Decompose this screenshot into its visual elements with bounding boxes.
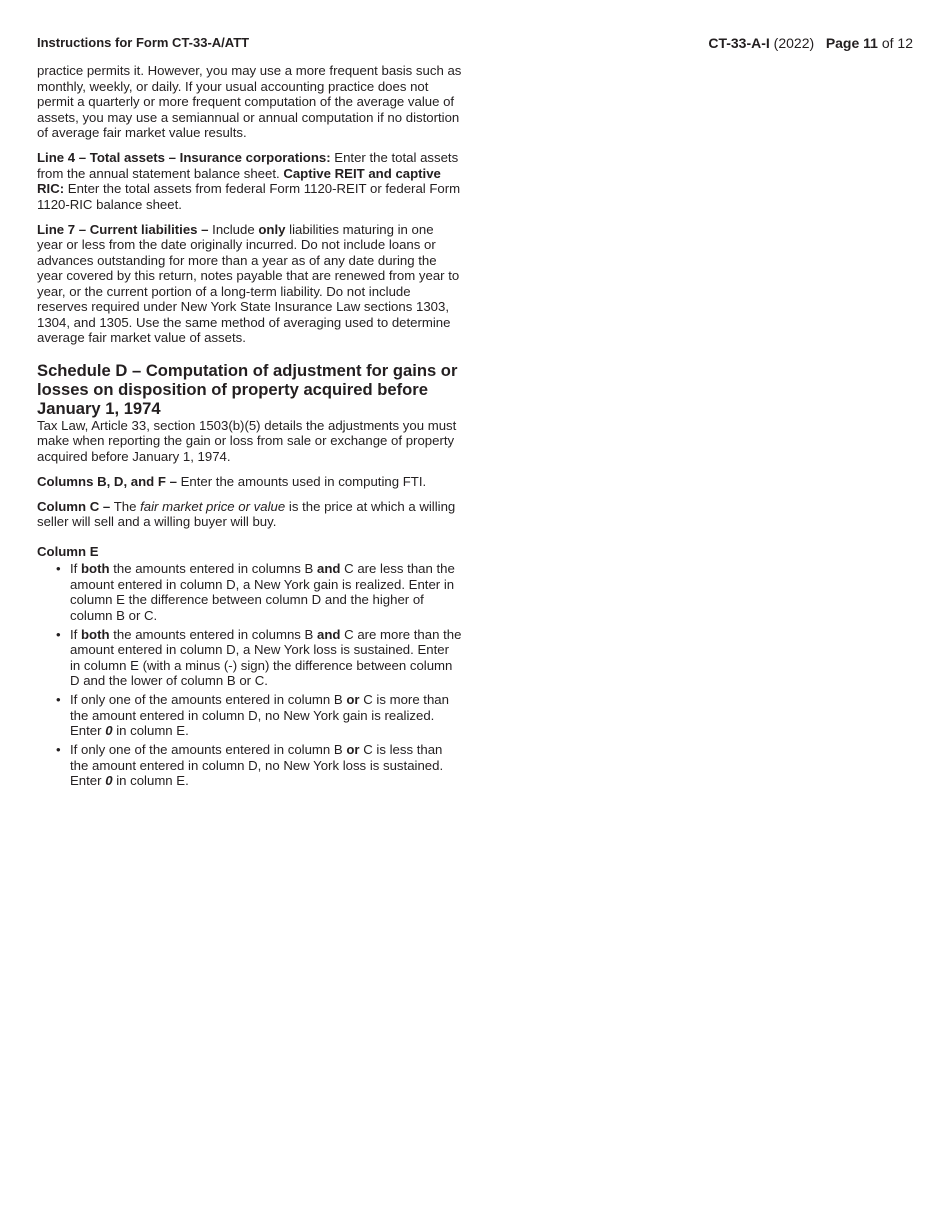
bullet-emphasis: and — [317, 626, 341, 642]
schedule-d-intro: Tax Law, Article 33, section 1503(b)(5) details the adjustments you must make when reporting the gain or loss from sale or exchange of property acquired before January 1, 1974. — [37, 417, 457, 464]
line-4-text: Enter the total assets from the annual statement balance sheet. — [37, 150, 459, 181]
bullet-emphasis: both — [81, 561, 110, 576]
schedule-d-heading: Schedule D – Computation of adjustment for gains or losses on disposition of property acquired before January 1, 1974 — [37, 360, 458, 418]
list-item — [37, 692, 462, 739]
bullet-emphasis: or — [346, 742, 360, 757]
bullet-icon: • — [56, 626, 61, 642]
column-c-text: is the price at which a willing seller will sell and a willing buyer will buy. — [37, 498, 456, 529]
line-7-paragraph — [37, 222, 462, 346]
column-e-heading: Column E — [37, 543, 99, 559]
bullet-text: in column E. — [112, 723, 189, 738]
bullet-text: C are less than the amount entered in column D, a New York gain is realized. Enter in column E the difference between column D and the higher of column B or C. — [70, 561, 455, 623]
bullet-emphasis: both — [81, 626, 110, 642]
line-7-heading: Line 7 – Current liabilities – — [37, 221, 209, 237]
line-4-heading: Line 4 – Total assets – Insurance corporations: — [37, 150, 331, 165]
bullet-icon: • — [56, 742, 61, 757]
columns-bdf-text: Enter the amounts used in computing FTI. — [176, 473, 427, 489]
captive-heading: Captive REIT and captive RIC: — [37, 165, 441, 196]
bullet-zero: 0 — [105, 773, 113, 788]
line-7-pre: Include — [208, 221, 259, 237]
bullet-text: C is more than the amount entered in column D, no New York gain is realized. Enter — [70, 692, 449, 738]
form-id: CT-33-A-I — [708, 35, 770, 51]
text-column — [37, 63, 462, 792]
line-4-paragraph — [37, 150, 462, 212]
column-c-paragraph — [37, 499, 462, 530]
form-year: (2022) — [773, 35, 815, 51]
list-item — [37, 742, 462, 789]
list-item — [37, 627, 462, 689]
bullet-text: If only one of the amounts entered in column B — [70, 692, 347, 707]
bullet-text: C is less than the amount entered in column D, no New York loss is sustained. Enter — [70, 742, 444, 788]
column-c-heading: Column C – — [37, 498, 111, 514]
bullet-text: the amounts entered in columns B — [109, 561, 318, 576]
columns-bdf-heading: Columns B, D, and F – — [37, 473, 177, 489]
page-total: of 12 — [881, 35, 913, 51]
bullet-zero: 0 — [105, 723, 113, 738]
column-c-pre: The — [110, 498, 141, 514]
bullet-icon: • — [56, 692, 61, 707]
bullet-emphasis: and — [317, 561, 341, 576]
bullet-text: C are more than the amount entered in column D, a New York loss is sustained. Enter in column E (with a minus (-) sign) the difference between column D and the lower of column B or C. — [70, 626, 462, 688]
bullet-text: If — [70, 561, 81, 576]
page-number: Page 11 — [825, 35, 878, 51]
bullet-text: If — [70, 626, 81, 642]
captive-text: Enter the total assets from federal Form 1120-REIT or federal Form 1120-RIC balance sheet. — [37, 181, 461, 212]
column-e-bullets — [37, 561, 462, 789]
column-c-emphasis: fair market price or value — [140, 498, 286, 514]
list-item — [37, 561, 462, 623]
document-title: Instructions for Form CT-33-A/ATT — [37, 35, 250, 50]
line-7-emphasis: only — [258, 221, 286, 237]
bullet-text: the amounts entered in columns B — [109, 626, 318, 642]
bullet-text: If only one of the amounts entered in column B — [70, 742, 347, 757]
line-7-text: liabilities maturing in one year or less from the date originally incurred. Do not include loans or advances outstanding for more than a year as of any date during the year covered by this return, notes payable that are renewed from year to year, or the current portion of a long-term liability. Do not include reserves required under New York State Insurance Law sections 1303, 1304, and 1305. Use the same method of averaging used to determine average fair market value of assets. — [37, 221, 460, 345]
bullet-text: in column E. — [112, 773, 189, 788]
page-header-right — [708, 35, 913, 51]
columns-bdf-paragraph — [37, 474, 462, 490]
intro-paragraph: practice permits it. However, you may use a more frequent basis such as monthly, weekly, or daily. If your usual accounting practice does not permit a quarterly or more frequent computation of the average value of assets, you may use a semiannual or annual computation if no distortion of average fair market value results. — [37, 63, 462, 140]
bullet-icon: • — [56, 561, 61, 576]
bullet-emphasis: or — [346, 692, 360, 707]
